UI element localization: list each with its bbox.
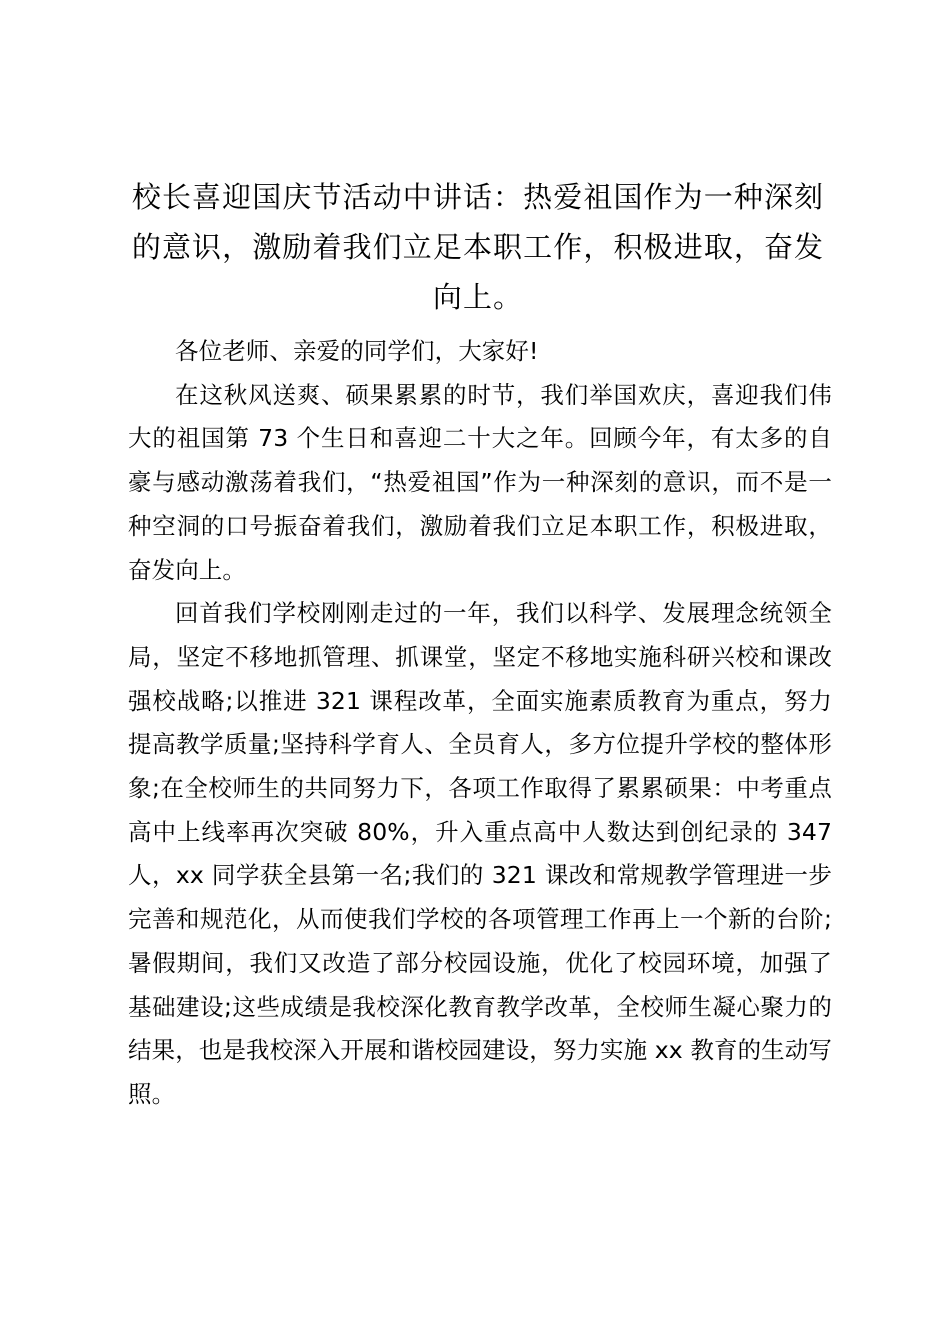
body-paragraph-2: 回首我们学校刚刚走过的一年，我们以科学、发展理念统领全局，坚定不移地抓管理、抓课堂，坚定不移地实施科研兴校和课改强校战略;以推进 321 课程改革，全面实施素质教育为重点，努力提高教学质量;坚持科学育人、全员育人，多方位提升学校的整体形象;在全校师生的共同努力下，各项工作取得了累累硕果：中考重点高中上线率再次突破 80%，升入重点高中人数达到创纪录的 347 人，xx 同学获全县第一名;我们的 321 课改和常规教学管理进一步完善和规范化，从而使我们学校的各项管理工作再上一个新的台阶;暑假期间，我们又改造了部分校园设施，优化了校园环境，加强了基础建设;这些成绩是我校深化教育教学改革，全校师生凝心聚力的结果，也是我校深入开展和谐校园建设，努力实施 xx 教育的生动写照。	[128, 599, 832, 1108]
document-title: 校长喜迎国庆节活动中讲话：热爱祖国作为一种深刻的意识，激励着我们立足本职工作，积极进取，奋发向上。	[131, 180, 825, 314]
document-body	[128, 330, 832, 1117]
body-paragraph-1: 在这秋风送爽、硕果累累的时节，我们举国欢庆，喜迎我们伟大的祖国第 73 个生日和喜迎二十大之年。回顾今年，有太多的自豪与感动激荡着我们，“热爱祖国”作为一种深刻的意识，而不是一种空洞的口号振奋着我们，激励着我们立足本职工作，积极进取，奋发向上。	[128, 380, 832, 584]
greeting-paragraph: 各位老师、亲爱的同学们，大家好!	[175, 337, 539, 365]
